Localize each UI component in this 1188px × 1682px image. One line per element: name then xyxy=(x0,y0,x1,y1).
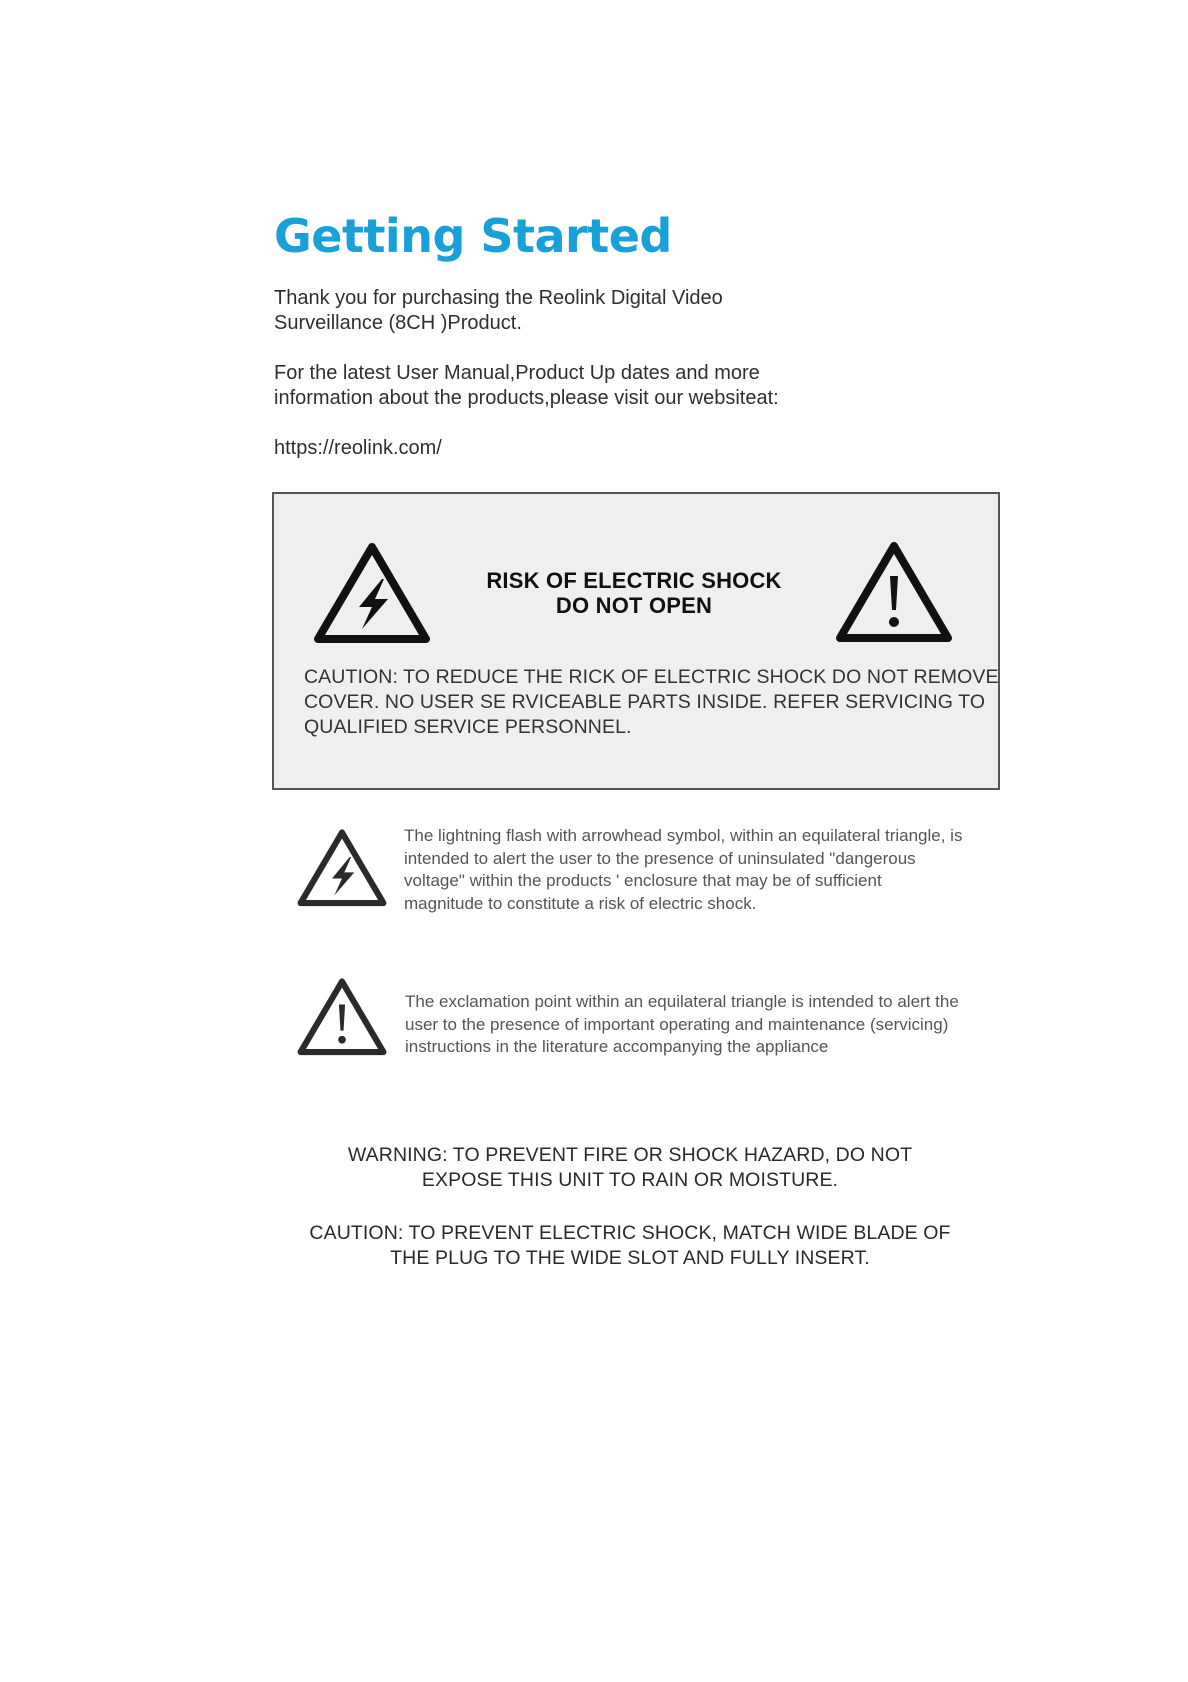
website-url-text: https://reolink.com/ xyxy=(274,437,442,459)
intro-info xyxy=(274,361,874,411)
caution-remove-cover xyxy=(304,665,999,740)
description-line: user to the presence of important operating and maintenance (servicing) xyxy=(405,1014,949,1034)
caution-line: QUALIFIED SERVICE PERSONNEL. xyxy=(304,716,632,738)
fire-shock-warning xyxy=(200,1143,1060,1193)
intro-line: Thank you for purchasing the Reolink Digital Video xyxy=(274,287,723,309)
plug-caution xyxy=(200,1221,1060,1271)
caution-line: THE PLUG TO THE WIDE SLOT AND FULLY INSERT. xyxy=(390,1247,870,1269)
warning-line: WARNING: TO PREVENT FIRE OR SHOCK HAZARD, DO NOT xyxy=(347,1144,913,1166)
description-line: The lightning flash with arrowhead symbol, within an equilateral triangle, is xyxy=(404,826,963,845)
intro-line: information about the products,please visit our websiteat: xyxy=(274,387,779,409)
caution-line: CAUTION: TO REDUCE THE RICK OF ELECTRIC SHOCK DO NOT REMOVE xyxy=(304,666,999,688)
lightning-symbol-description xyxy=(404,825,1004,915)
warning-line: EXPOSE THIS UNIT TO RAIN OR MOISTURE. xyxy=(421,1169,839,1191)
caution-line: COVER. NO USER SE RVICEABLE PARTS INSIDE. REFER SERVICING TO xyxy=(304,691,986,713)
website-url xyxy=(274,436,874,461)
shock-heading xyxy=(434,568,834,618)
exclamation-triangle-icon xyxy=(296,975,388,1057)
description-line: intended to alert the user to the presence of uninsulated "dangerous xyxy=(404,848,916,868)
intro-line: For the latest User Manual,Product Up dates and more xyxy=(274,362,760,384)
exclamation-triangle-icon xyxy=(834,538,954,644)
exclamation-symbol-description xyxy=(405,991,1005,1059)
lightning-triangle-icon xyxy=(312,539,432,645)
electric-shock-warning-box xyxy=(272,492,1000,790)
intro-thanks xyxy=(274,286,874,336)
page-title: Getting Started xyxy=(274,209,672,263)
description-line: instructions in the literature accompanying the appliance xyxy=(405,1037,829,1056)
shock-heading-line: RISK OF ELECTRIC SHOCK xyxy=(486,568,782,593)
lightning-triangle-icon xyxy=(296,826,388,908)
description-line: magnitude to constitute a risk of electric shock. xyxy=(404,893,757,913)
description-line: voltage" within the products ' enclosure that may be of sufficient xyxy=(404,871,882,890)
shock-heading-line: DO NOT OPEN xyxy=(555,593,713,618)
description-line: The exclamation point within an equilateral triangle is intended to alert the xyxy=(405,992,959,1011)
intro-line: Surveillance (8CH )Product. xyxy=(274,312,522,334)
caution-line: CAUTION: TO PREVENT ELECTRIC SHOCK, MATCH WIDE BLADE OF xyxy=(309,1222,951,1244)
